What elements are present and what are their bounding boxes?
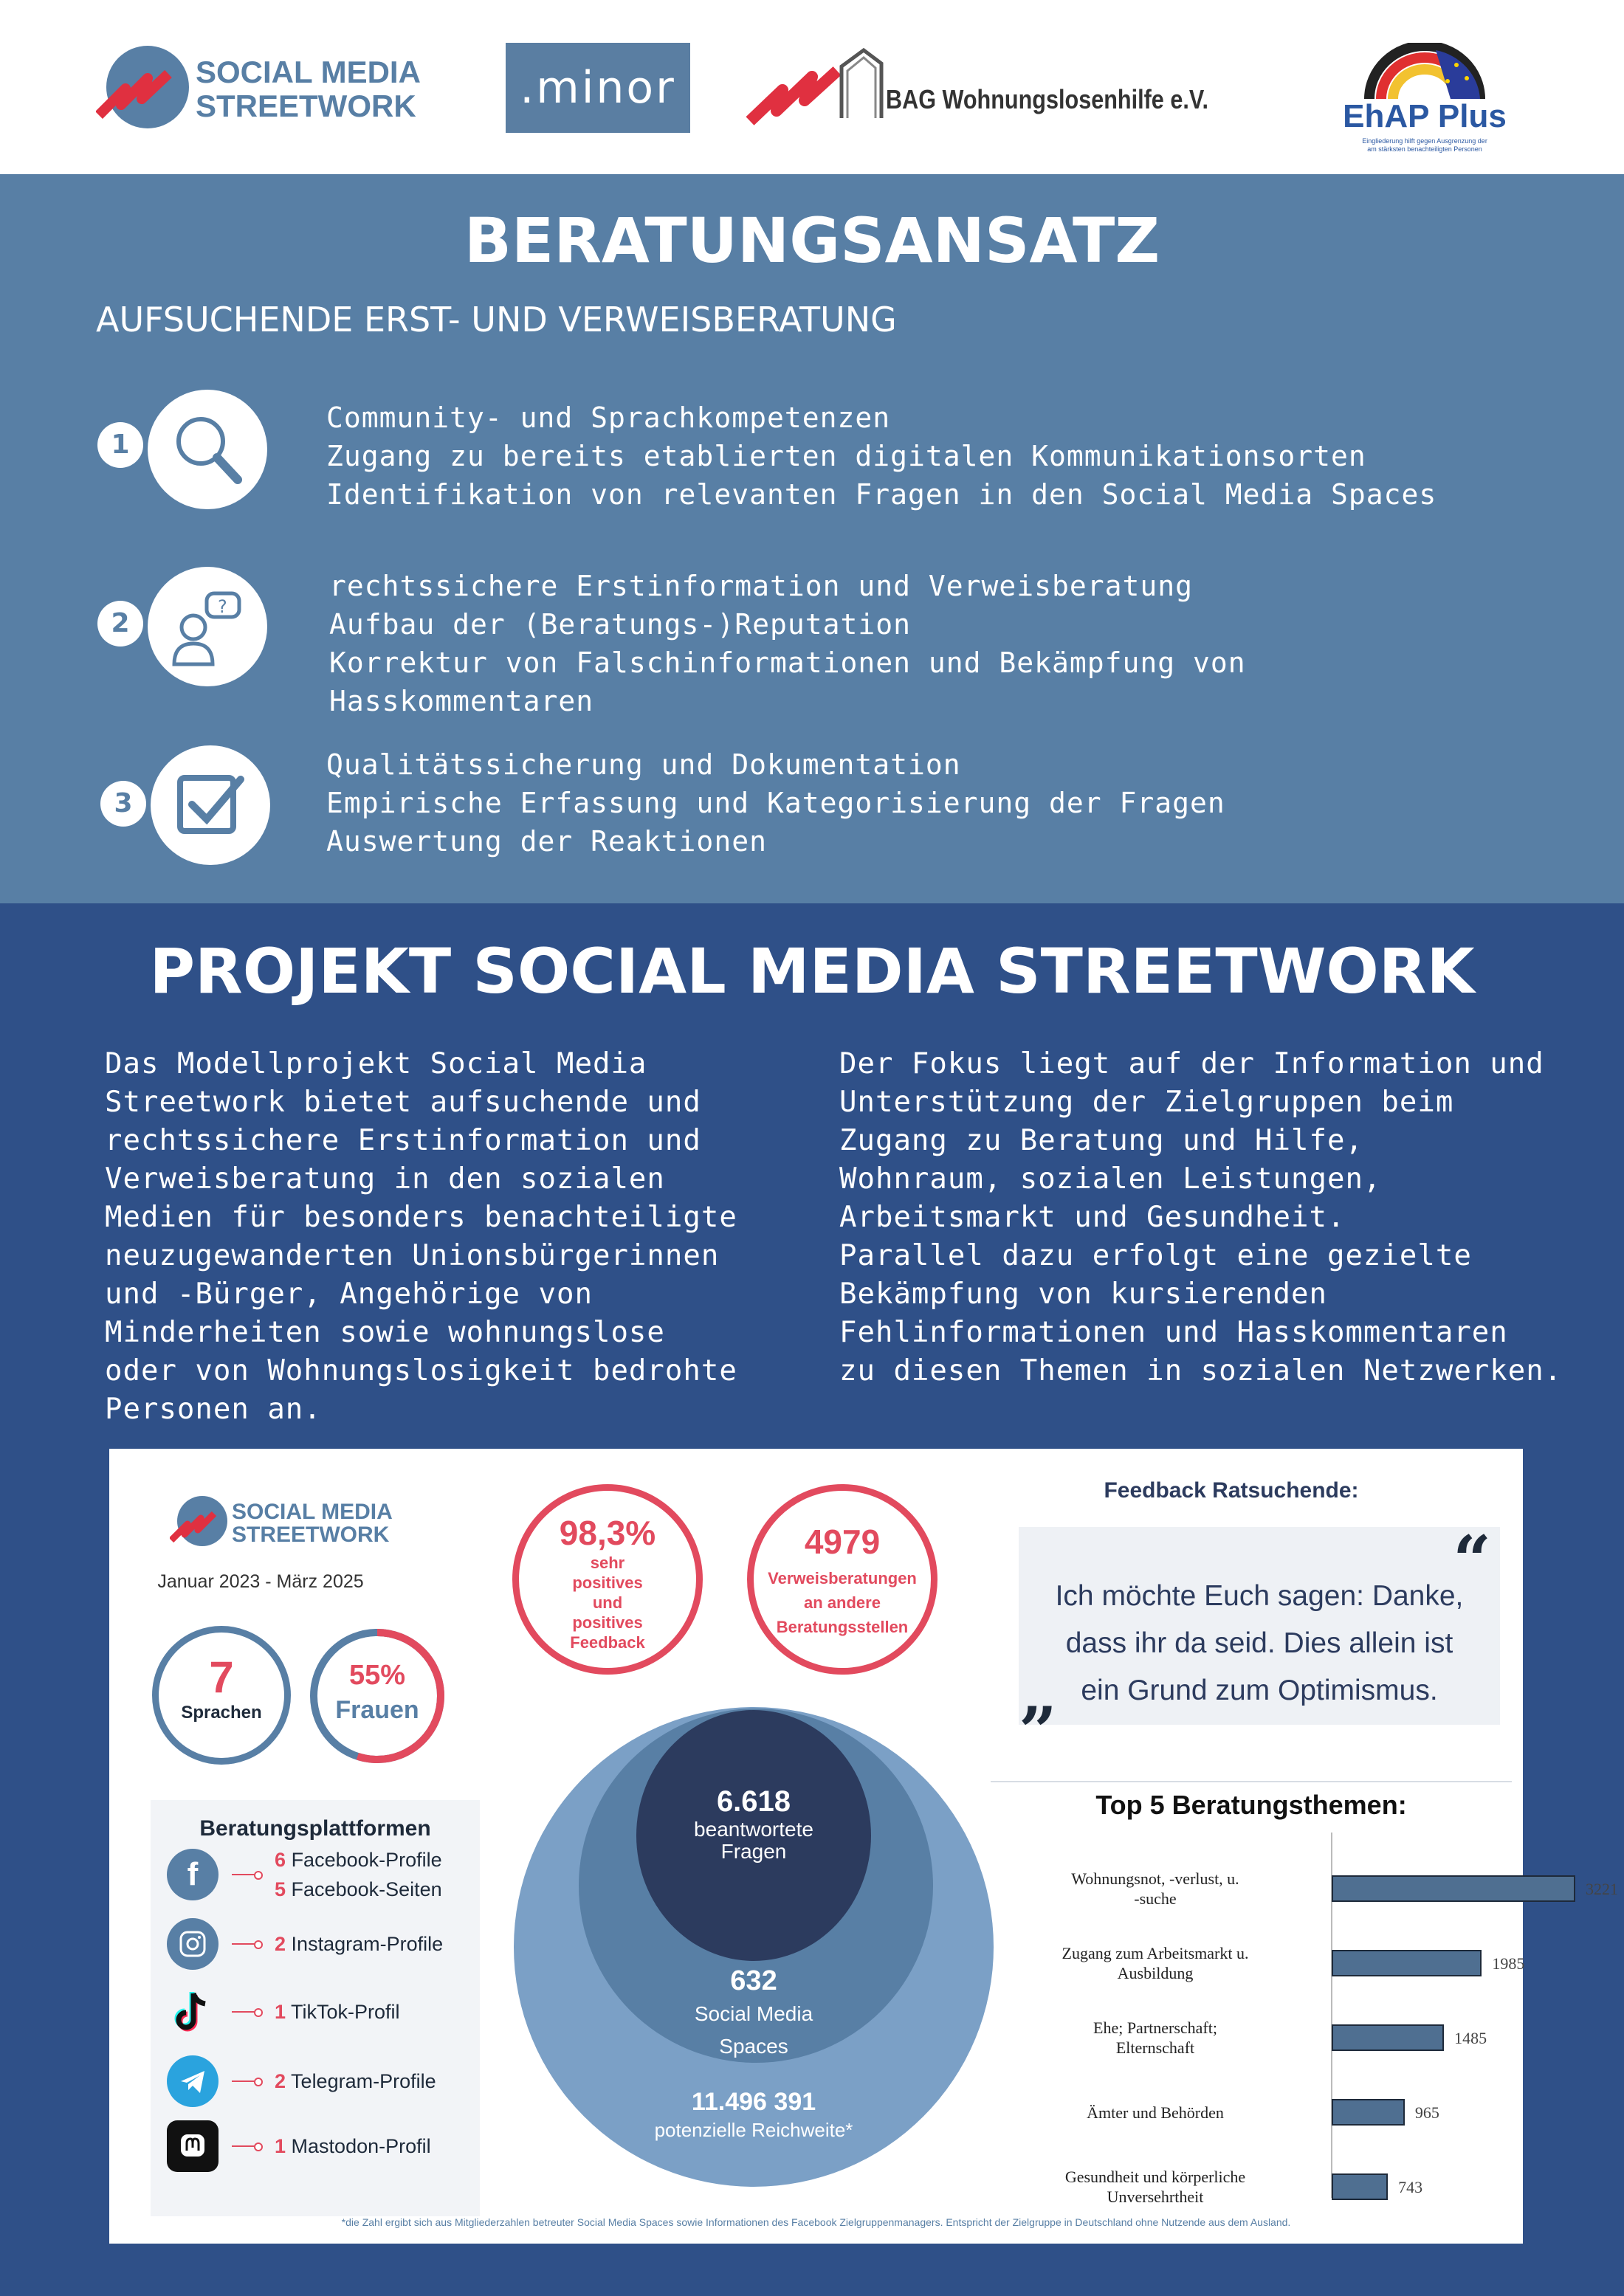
- platform-row-instagram: 2 Instagram-Profile: [167, 1918, 443, 1970]
- feedback-title: Feedback Ratsuchende:: [1104, 1478, 1359, 1503]
- projekt-title: PROJEKT SOCIAL MEDIA STREETWORK: [149, 935, 1475, 1007]
- sms-logo-small-text: SOCIAL MEDIA STREETWORK: [232, 1500, 393, 1547]
- referrals-ring: [747, 1484, 937, 1675]
- magnifier-icon: [148, 390, 267, 509]
- step-number-2: 2: [97, 601, 143, 647]
- bar-label-1: Wohnungsnot, -verlust, u. -suche: [1071, 1869, 1239, 1908]
- feedback-ring: [512, 1484, 703, 1675]
- bag-logo-mark-icon: [746, 44, 886, 133]
- step-number-1: 1: [97, 422, 143, 468]
- languages-ring: [152, 1626, 291, 1765]
- step-1-text: Community- und Sprachkompetenzen Zugang zu bereits etablierten digitalen Kommunikationsorten Identifikation von relevanten Fragen in den Social Media Spaces: [326, 401, 1437, 511]
- section-subtitle: AUFSUCHENDE ERST- UND VERWEISBERATUNG: [96, 300, 897, 339]
- logo-header: [0, 0, 1624, 174]
- person-question-icon: [148, 567, 267, 686]
- chart-title: Top 5 Beratungsthemen:: [1095, 1790, 1407, 1820]
- sms-logo-mark-icon: [96, 43, 192, 131]
- languages-value: 7: [209, 1652, 234, 1702]
- step-number-3: 3: [100, 781, 146, 827]
- platform-row-mastodon: 1 Mastodon-Profil: [167, 2120, 431, 2172]
- bar-value-4: 965: [1414, 2103, 1439, 2122]
- top5-bar-chart: [991, 1833, 1618, 2206]
- quote-box: [1019, 1521, 1500, 1725]
- period-label: Januar 2023 - März 2025: [157, 1571, 364, 1592]
- referrals-label: Verweisberatungen an andere Beratungsstellen: [768, 1569, 917, 1636]
- spaces-text: 632 Social Media Spaces: [694, 1965, 813, 2058]
- bar-5: [1332, 2173, 1388, 2200]
- feedback-value: 98,3%: [559, 1514, 656, 1552]
- section-title: BERATUNGSANSATZ: [464, 204, 1160, 277]
- bar-1: [1332, 1875, 1575, 1902]
- reach-text: 11.496 391 potenzielle Reichweite*: [654, 2088, 853, 2141]
- beratungsansatz-section: [0, 174, 1624, 903]
- ehap-rainbow-icon: [1362, 43, 1487, 102]
- women-ring-text: [307, 1660, 447, 1725]
- feedback-label: sehr positives und positives Feedback: [570, 1554, 645, 1652]
- bar-label-2: Zugang zum Arbeitsmarkt u. Ausbildung: [1062, 1944, 1249, 1982]
- languages-label: Sprachen: [181, 1703, 262, 1723]
- quote-text: Ich möchte Euch sagen: Danke, dass ihr da seid. Dies allein ist ein Grund zum Optimismus.: [1055, 1580, 1464, 1706]
- sms-logo-small-mark-icon: [170, 1495, 230, 1549]
- bar-label-4: Ämter und Behörden: [1087, 2103, 1224, 2122]
- ehap-logo-subtitle: Eingliederung hilft gegen Ausgrenzung der am stärksten benachteiligten Personen: [1362, 137, 1487, 153]
- quote-open-icon: “: [1453, 1521, 1491, 1599]
- ehap-logo-text: EhAP Plus: [1343, 98, 1507, 134]
- projekt-right-paragraph: Der Fokus liegt auf der Information und Unterstützung der Zielgruppen beim Zugang zu Beratung und Hilfe, Wohnraum, sozialen Leistungen, Arbeitsmarkt und Gesundheit. Parallel dazu erfolgt eine gezielte Bekämpfung von kursierenden Fehlinformationen und Hasskommentaren zu diesen Themen in sozialen Netzwerken.: [839, 1047, 1563, 1387]
- telegram-icon: [167, 2055, 219, 2107]
- instagram-icon: [167, 1918, 219, 1970]
- bag-logo-text: BAG Wohnungslosenhilfe e.V.: [886, 84, 1208, 114]
- platform-row-telegram: 2 Telegram-Profile: [167, 2055, 436, 2107]
- referrals-value: 4979: [804, 1523, 881, 1561]
- platform-row-facebook: f 6 Facebook-Profile 5 Facebook-Seiten: [167, 1849, 442, 1900]
- bar-value-3: 1485: [1454, 2029, 1487, 2047]
- sms-logo-text: SOCIAL MEDIA STREETWORK: [196, 55, 421, 123]
- bar-2: [1332, 1950, 1482, 1976]
- quote-close-icon: ”: [1019, 1692, 1057, 1771]
- platforms-box: [151, 1800, 480, 2216]
- questions-text: 6.618 beantwortete Fragen: [694, 1785, 813, 1863]
- bar-label-5: Gesundheit und körperliche Unversehrtheit: [1064, 2168, 1246, 2206]
- bar-value-5: 743: [1398, 2178, 1423, 2196]
- footnote: *die Zahl ergibt sich aus Mitgliederzahlen betreuter Social Media Spaces sowie Informationen des Facebook Zielgruppenmanagers. Entspricht der Zielgruppe in Deutschland ohne Nutzende aus dem Ausland.: [341, 2216, 1291, 2228]
- bar-value-2: 1985: [1492, 1954, 1525, 1973]
- mastodon-icon: [167, 2120, 219, 2172]
- projekt-left-paragraph: Das Modellprojekt Social Media Streetwork bietet aufsuchende und rechtssichere Erstinformation und Verweisberatung in den sozialen Medien für besonders benachteiligte neuzugewanderten Unionsbürgerinnen und -Bürger, Angehörige von Minderheiten sowie wohnungslose oder von Wohnungslosigkeit bedrohte Personen an.: [105, 1047, 737, 1426]
- step-2-text: rechtssichere Erstinformation und Verweisberatung Aufbau der (Beratungs-)Reputation Korrektur von Falschinformationen und Bekämpfung von Hasskommentaren: [329, 570, 1246, 717]
- facebook-icon: f: [167, 1849, 219, 1900]
- bar-3: [1332, 2024, 1444, 2051]
- bar-value-1: 3221: [1586, 1880, 1618, 1898]
- platforms-title: Beratungsplattformen: [199, 1816, 431, 1841]
- minor-logo: .minor: [506, 43, 690, 133]
- women-label: Frauen: [335, 1696, 419, 1724]
- platform-row-tiktok: 1 TikTok-Profil: [167, 1986, 400, 2038]
- checkbox-icon: [151, 745, 270, 865]
- tiktok-icon: [167, 1986, 219, 2038]
- bar-label-3: Ehe; Partnerschaft; Elternschaft: [1093, 2019, 1217, 2057]
- divider: [991, 1781, 1512, 1782]
- step-3-text: Qualitätssicherung und Dokumentation Empirische Erfassung und Kategorisierung der Fragen Auswertung der Reaktionen: [326, 748, 1225, 858]
- bar-4: [1332, 2099, 1405, 2126]
- svg-text:?: ?: [218, 596, 227, 617]
- women-value: 55%: [348, 1660, 406, 1691]
- stats-panel: [109, 1449, 1618, 2244]
